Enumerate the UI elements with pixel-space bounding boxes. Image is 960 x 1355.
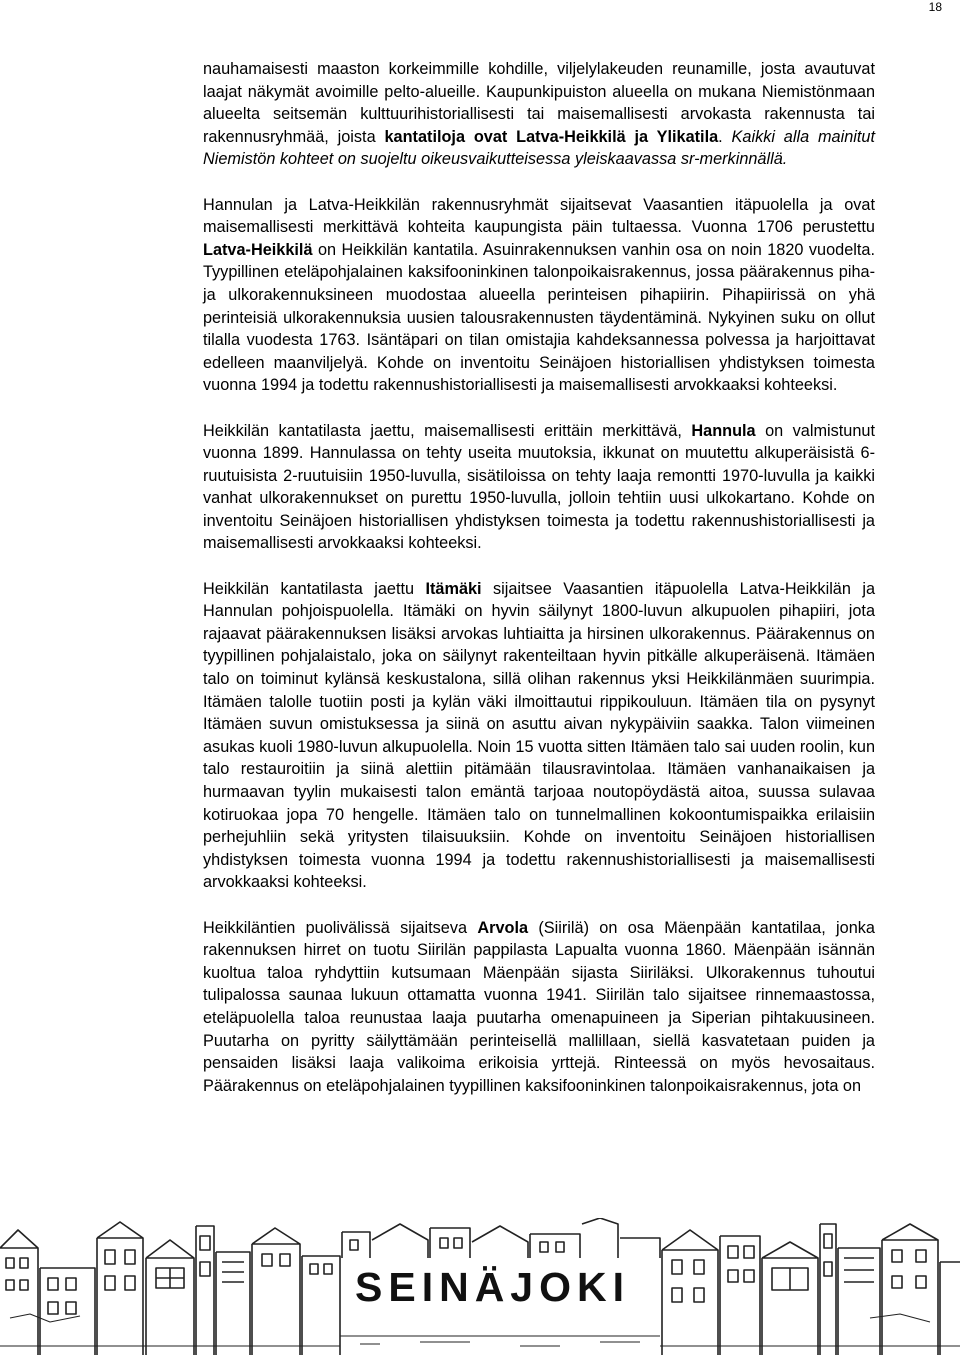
seinajoki-logo <box>355 1262 655 1312</box>
italic-text-run: Kaikki alla mainitut Niemistön kohteet on suojeltu oikeusvaikutteisessa yleiskaavassa sr-merkinnällä. <box>203 127 875 169</box>
paragraph <box>203 917 875 1098</box>
text-run: Heikkilän kantatilasta jaettu <box>203 579 426 598</box>
bold-text-run: Latva-Heikkilä <box>203 240 313 259</box>
logo-wordmark: SEINÄJOKI <box>355 1264 630 1310</box>
bold-text-run: Itämäki <box>425 579 482 598</box>
text-run: on Heikkilän kantatila. Asuinrakennuksen vanhin osa on noin 1820 vuodelta. Tyypillinen eteläpohjalainen kaksifooninkinen talonpoikaisrakennus, jossa päärakennus piha- ja ulkorakennuksineen muodostaa alueella perinteisen pihapiirin. Pihapiirissä on yhä perinteisiä ulkorakennuksia uusien talousrakennusten täydentäminä. Nykyinen suku on ollut tilalla vuodesta 1763. Isäntäpari on tilan omistajia kahdeksannessa polvessa ja harjoittavat edelleen maanviljelyä. Kohde on inventoitu Seinäjoen historiallisen yhdistyksen toimesta vuonna 1994 ja todettu rakennushistoriallisesti ja maisemallisesti arvokkaaksi kohteeksi. <box>203 240 875 395</box>
text-run: (Siirilä) on osa Mäenpään kantatilaa, jonka rakennuksen hirret on tuotu Siirilän pappilasta Lapualta vuonna 1860. Mäenpään isännän kuoltua taloa ryhdyttiin kutsumaan Mäenpään sijasta Siiriläksi. Ulkorakennus tuhoutui tulipalossa saunaa lukuun ottamatta vuonna 1941. Siirilän talo sijaitsee rinnemaastossa, eteläpuolella taloa reunustaa laaja puutarha omenapuineen ja Siperian pihtakuusineen. Puutarha on pyritty säilyttämään perinteisellä mallillaan, siellä kasvatetaan puiden ja pensaiden lisäksi laaja valikoima erikoisia yrttejä. Rinteessä on myös hevosaitaus. Päärakennus on eteläpohjalainen tyypillinen kaksifooninkinen talonpoikaisrakennus, jota on <box>203 918 875 1095</box>
paragraph <box>203 578 875 894</box>
paragraph <box>203 194 875 397</box>
text-run: on valmistunut vuonna 1899. Hannulassa on tehty useita muutoksia, ikkunat on muutettu alkuperäisistä 6-ruutuisista 2-ruutuisiin 1950-luvulla, sisätiloissa on tehty laaja remontti 1970-luvulla ja kaikki vanhat ulkorakennukset on purettu 1950-luvulla, jolloin tehtiin uusi ulkokartano. Kohde on inventoitu Seinäjoen historiallisen yhdistyksen toimesta ja todettu rakennushistoriallisesti ja maisemallisesti arvokkaaksi kohteeksi. <box>203 421 875 553</box>
text-run: sijaitsee Vaasantien itäpuolella Latva-Heikkilän ja Hannulan pohjoispuolella. Itämäki on hyvin säilynyt 1800-luvun alkupuolen pihapiiri, jota rajaavat päärakennuksen lisäksi arvokas luhtiaitta ja hirsinen ulkorakennus. Päärakennus on tyypillinen pohjalaistalo, joka on säilynyt rakenteiltaan hyvin pitkälle alkuperäisenä. Itämäen talo on toiminut kylänsä keskustalona, sillä olihan rakennus yksi Heikkilänmäen suurimpia. Itämäen talolle tuotiin posti ja kylän väki ilmoittautui rippikouluun. Itämäen tila on pysynyt Itämäen suvun omistuksessa ja siinä on asuttu aivan nykypäiviin saakka. Talon viimeinen asukas kuoli 1980-luvun alkupuolella. Noin 15 vuotta sitten Itämäen talo sai uuden roolin, kun talo restauroitiin ja siinä alettiin pitämään tilausravintolaa. Itämäen vanhanaikaisen ja hurmaavan tyylin mukaisesti talon emäntä tarjoaa noutopöydästä aitoa, suussa sulavaa kotiruokaa jopa 70 hengelle. Itämäen talo on tunnelmallinen kokoontumispaikka erilaisiin perhejuhliin sekä yritysten tilaisuuksiin. Kohde on inventoitu Seinäjoen historiallisen yhdistyksen toimesta vuonna 1994 ja todettu rakennushistoriallisesti ja maisemallisesti arvokkaaksi kohteeksi. <box>203 579 875 892</box>
text-run: Hannulan ja Latva-Heikkilän rakennusryhmät sijaitsevat Vaasantien itäpuolella ja ovat maisemallisesti merkittävä kohteita kaupungista päin tultaessa. Vuonna 1706 perustettu <box>203 195 875 237</box>
page-number: 18 <box>928 0 942 14</box>
paragraph <box>203 420 875 556</box>
document-body <box>203 58 875 1097</box>
text-run: Heikkiläntien puolivälissä sijaitseva <box>203 918 478 937</box>
bold-text-run: Hannula <box>691 421 756 440</box>
text-run: . <box>718 127 732 146</box>
text-run: nauhamaisesti maaston korkeimmille kohdille, viljelylakeuden reunamille, josta avautuvat laajat näkymät avoimille pelto-alueille. Kaupunkipuiston alueella on mukana Niemistönmaan alueelta seitsemän kulttuurihistoriallisesti tai maisemallisesti arvokasta rakennusta tai rakennusryhmää, joista <box>203 60 875 146</box>
bold-text-run: kantatiloja ovat Latva-Heikkilä ja Ylikatila <box>384 127 719 146</box>
text-run: Heikkilän kantatilasta jaettu, maisemallisesti erittäin merkittävä, <box>203 421 692 440</box>
bold-text-run: Arvola <box>477 918 529 937</box>
paragraph <box>203 58 875 171</box>
